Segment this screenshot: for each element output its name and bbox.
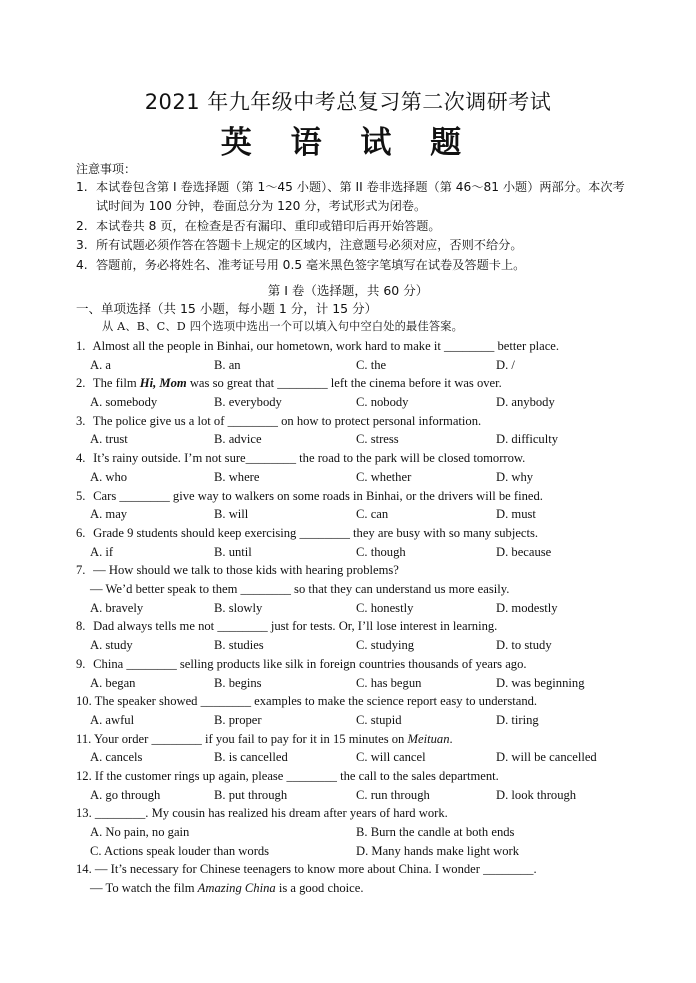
note-number: 1.: [76, 180, 88, 194]
option-a: A. a: [90, 357, 111, 372]
question-10: [76, 692, 636, 729]
subject-title: 英 语 试 题: [220, 125, 476, 161]
option-b: B. proper: [214, 712, 262, 727]
note-item: [76, 217, 636, 236]
option-a: A. go through: [90, 787, 161, 802]
option-d: D. Many hands make light work: [356, 843, 519, 858]
option-c: C. whether: [356, 469, 412, 484]
option-b: B. put through: [214, 787, 288, 802]
part-title: 一、单项选择（共 15 小题，每小题 1 分，计 15 分）: [76, 301, 378, 316]
question-number: 6.: [76, 525, 86, 540]
option-a: A. awful: [90, 712, 135, 727]
instruction-text: 从 A、B、C、D 四个选项中选出一个可以填入句中空白处的最佳答案。: [102, 320, 463, 333]
option-a: A. somebody: [90, 395, 158, 410]
option-b: B. an: [214, 357, 241, 372]
question-stem: Cars ________ give way to walkers on some roads in Binhai, or the drivers will be fined.: [93, 488, 543, 503]
question-number: 9.: [76, 656, 86, 671]
option-d: D. was beginning: [496, 675, 585, 690]
question-number: 2.: [76, 376, 86, 391]
option-b: B. slowly: [214, 600, 263, 615]
option-a: A. cancels: [90, 750, 143, 765]
note-item: [76, 178, 636, 217]
option-d: D. will be cancelled: [496, 750, 597, 765]
question-number: 10.: [76, 694, 92, 709]
option-b: B. until: [214, 544, 252, 559]
option-c: C. stress: [356, 432, 399, 447]
note-number: 4.: [76, 257, 88, 272]
option-c: C. will cancel: [356, 750, 426, 765]
question-number: 5.: [76, 488, 86, 503]
note-text: 本试卷包含第 I 卷选择题（第 1～45 小题）、第 II 卷非选择题（第 46～81 小题）两部分。本次考试时间为 100 分钟，卷面总分为 120 分，考试形式为闭卷。: [96, 180, 625, 214]
question-12: [76, 767, 636, 804]
question-stem: — How should we talk to those kids with hearing problems?: [93, 563, 399, 578]
question-stem-end: .: [449, 731, 453, 746]
question-number: 12.: [76, 769, 92, 783]
app-name: Meituan: [407, 731, 450, 746]
film-title: Hi, Mom: [139, 376, 187, 391]
note-text: 答题前，务必将姓名、准考证号用 0.5 毫米黑色签字笔填写在试卷及答题卡上。: [96, 257, 526, 272]
note-item: [76, 236, 636, 255]
option-c: C. honestly: [356, 600, 414, 615]
option-c: C. has begun: [356, 675, 422, 690]
question-number: 4.: [76, 451, 86, 466]
question-number: 7.: [76, 563, 86, 578]
exam-title: 2021 年九年级中考总复习第二次调研考试: [144, 90, 552, 114]
option-c: C. can: [356, 507, 389, 522]
option-b: B. begins: [214, 675, 262, 690]
option-d: D. anybody: [496, 395, 555, 410]
option-b: B. where: [214, 469, 260, 484]
option-a: A. may: [90, 507, 128, 522]
question-number: 3.: [76, 413, 86, 428]
question-9: [76, 655, 636, 692]
question-stem: Dad always tells me not ________ just for tests. Or, I’ll lose interest in learning.: [93, 619, 498, 634]
option-b: B. studies: [214, 638, 264, 653]
question-13: [76, 804, 636, 860]
question-reply: — To watch the film: [90, 881, 198, 896]
question-number: 1.: [76, 339, 86, 353]
question-5: [76, 487, 636, 524]
question-stem: The police give us a lot of ________ on how to protect personal information.: [92, 413, 482, 428]
option-c: C. nobody: [356, 395, 409, 410]
option-b: B. is cancelled: [214, 750, 288, 765]
question-stem-end: was so great that ________ left the cinema before it was over.: [186, 376, 502, 391]
option-a: A. study: [90, 638, 133, 653]
question-14: [76, 860, 636, 897]
option-d: D. /: [496, 357, 515, 372]
question-1: [76, 337, 636, 374]
option-c: C. though: [356, 544, 406, 559]
option-d: D. why: [496, 469, 534, 484]
option-d: D. tiring: [496, 712, 539, 727]
option-d: D. look through: [496, 787, 577, 802]
option-b: B. everybody: [214, 395, 282, 410]
question-stem: China ________ selling products like silk in foreign countries thousands of years ago.: [93, 656, 527, 671]
question-8: [76, 617, 636, 654]
note-item: [76, 256, 636, 275]
option-a: A. began: [90, 675, 136, 690]
question-number: 8.: [76, 619, 86, 634]
question-stem: Grade 9 students should keep exercising ________ they are busy with so many subjects.: [93, 525, 539, 540]
question-7: [76, 561, 636, 617]
option-c: C. Actions speak louder than words: [90, 843, 270, 858]
option-a: A. bravely: [90, 600, 144, 615]
question-stem: If the customer rings up again, please ________ the call to the sales department.: [94, 769, 499, 783]
question-reply-end: is a good choice.: [275, 881, 364, 896]
notes-list: [76, 178, 636, 275]
question-number: 14.: [76, 862, 92, 877]
option-b: B. Burn the candle at both ends: [356, 825, 515, 840]
notes-heading: 注意事项：: [76, 162, 137, 176]
option-c: C. run through: [356, 787, 430, 802]
option-d: D. to study: [496, 638, 552, 653]
option-a: A. No pain, no gain: [90, 825, 190, 840]
option-a: A. who: [90, 469, 128, 484]
option-c: C. stupid: [356, 712, 402, 727]
question-stem: Your order ________ if you fail to pay for it in 15 minutes on: [93, 731, 408, 746]
option-b: B. advice: [214, 432, 262, 447]
question-stem: — It’s necessary for Chinese teenagers to know more about China. I wonder ________.: [94, 862, 537, 877]
option-d: D. because: [496, 544, 552, 559]
option-c: C. the: [356, 357, 387, 372]
question-stem: ________. My cousin has realized his dream after years of hard work.: [94, 806, 448, 821]
note-number: 2.: [76, 218, 88, 233]
option-a: A. trust: [90, 432, 128, 447]
film-title: Amazing China: [197, 881, 276, 896]
option-b: B. will: [214, 507, 249, 522]
option-c: C. studying: [356, 638, 415, 653]
note-text: 本试卷共 8 页，在检查是否有漏印、重印或错印后再开始答题。: [96, 218, 441, 233]
option-a: A. if: [90, 544, 114, 559]
question-2: [76, 374, 636, 411]
question-stem: Almost all the people in Binhai, our hometown, work hard to make it ________ better place.: [92, 339, 560, 353]
question-stem: It’s rainy outside. I’m not sure________ the road to the park will be closed tomorrow.: [93, 451, 526, 466]
question-stem: The speaker showed ________ examples to make the science report easy to understand.: [94, 694, 538, 709]
option-d: D. difficulty: [496, 432, 559, 447]
question-3: [76, 412, 636, 449]
question-4: [76, 449, 636, 486]
note-text: 所有试题必须作答在答题卡上规定的区域内，注意题号必须对应，否则不给分。: [96, 238, 523, 253]
note-number: 3.: [76, 238, 88, 253]
option-d: D. must: [496, 507, 536, 522]
option-d: D. modestly: [496, 600, 558, 615]
question-number: 11.: [76, 731, 92, 746]
question-number: 13.: [76, 806, 92, 821]
question-6: [76, 524, 636, 561]
question-stem: The film: [92, 376, 140, 391]
question-reply: — We’d better speak to them ________ so that they can understand us more easily.: [90, 582, 510, 597]
question-11: [76, 730, 636, 767]
question-list: [76, 337, 636, 898]
section-title: 第 I 卷（选择题，共 60 分）: [267, 283, 429, 298]
